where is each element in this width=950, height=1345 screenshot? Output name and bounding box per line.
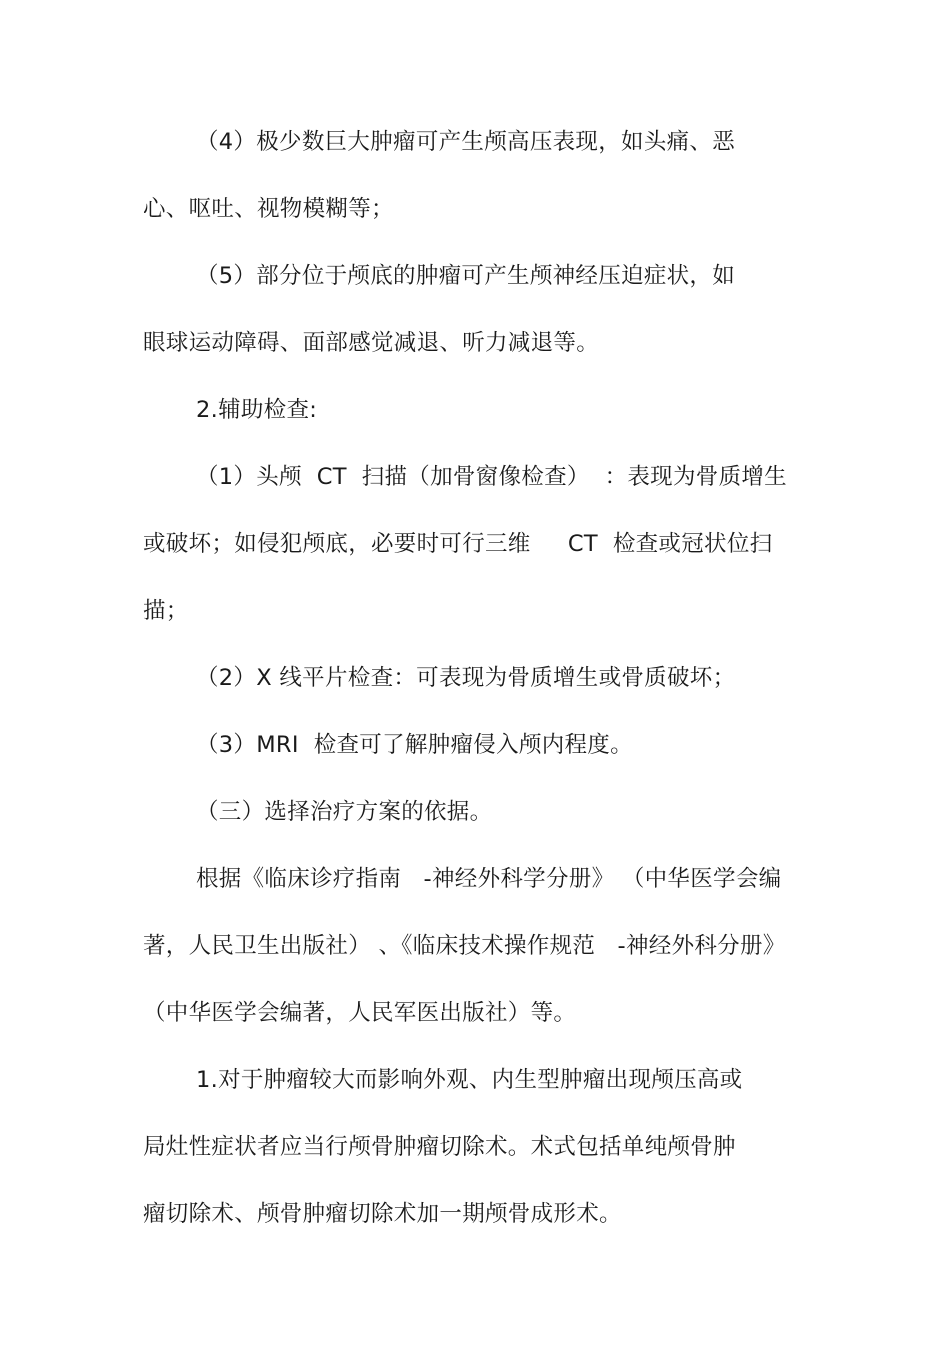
section-heading: （三）选择治疗方案的依据。 xyxy=(196,799,493,825)
text-line: 心、呕吐、视物模糊等； xyxy=(143,196,394,222)
text-line: 或破坏；如侵犯颅底，必要时可行三维 CT 检查或冠状位扫 xyxy=(143,531,773,557)
text-line: （2）X 线平片检查：可表现为骨质增生或骨质破坏； xyxy=(196,665,736,691)
text-line: 根据《临床诊疗指南 -神经外科学分册》 （中华医学会编 xyxy=(196,866,782,892)
text-line: （5）部分位于颅底的肿瘤可产生颅神经压迫症状，如 xyxy=(196,263,736,289)
text-line: 眼球运动障碍、面部感觉减退、听力减退等。 xyxy=(143,330,600,356)
text-line: （3）MRI 检查可了解肿瘤侵入颅内程度。 xyxy=(196,732,633,758)
text-line: （中华医学会编著，人民军医出版社）等。 xyxy=(143,1000,577,1026)
text-line: （4）极少数巨大肿瘤可产生颅高压表现，如头痛、恶 xyxy=(196,129,736,155)
text-line: 局灶性症状者应当行颅骨肿瘤切除术。术式包括单纯颅骨肿 xyxy=(143,1134,736,1160)
text-line: 描； xyxy=(143,598,189,624)
text-line: （1）头颅 CT 扫描（加骨窗像检查） ：表现为骨质增生 xyxy=(196,464,787,490)
section-heading: 2.辅助检查: xyxy=(196,397,318,423)
text-line: 1.对于肿瘤较大而影响外观、内生型肿瘤出现颅压高或 xyxy=(196,1067,743,1093)
text-line: 瘤切除术、颅骨肿瘤切除术加一期颅骨成形术。 xyxy=(143,1201,622,1227)
text-line: 著，人民卫生出版社） 、《临床技术操作规范 -神经外科分册》 xyxy=(143,933,786,959)
